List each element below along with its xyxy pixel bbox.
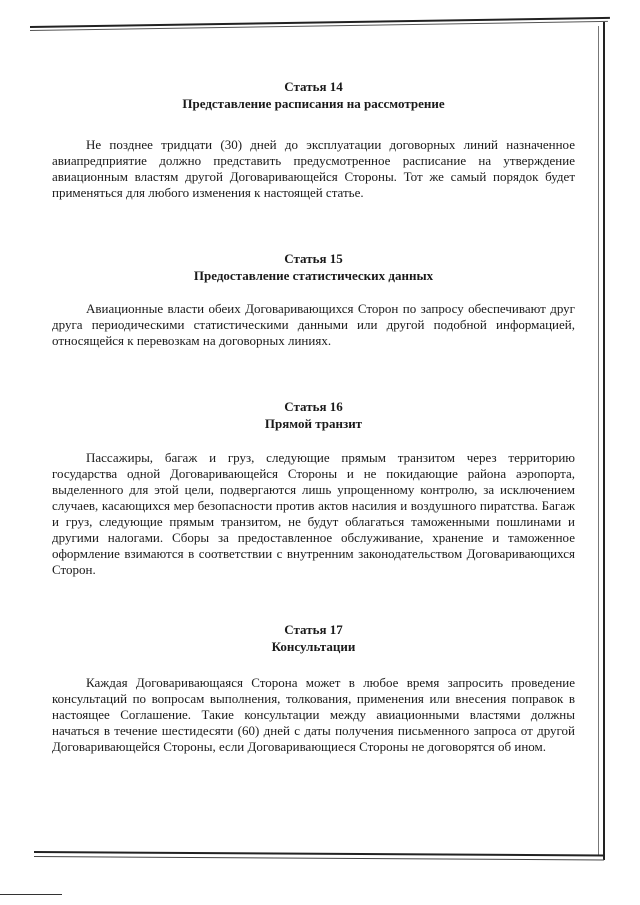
- article-number: Статья 15: [284, 251, 343, 266]
- scan-edge-mark: [0, 894, 62, 895]
- article-15: [52, 250, 575, 349]
- page-border-right: [603, 22, 605, 860]
- article-17: [52, 621, 575, 755]
- article-number: Статья 17: [284, 622, 343, 637]
- article-number: Статья 14: [284, 79, 343, 94]
- article-title: Консультации: [271, 639, 356, 654]
- page-border-right-inner: [598, 26, 599, 856]
- article-title: Прямой транзит: [264, 416, 363, 431]
- article-body: Пассажиры, багаж и груз, следующие прямым транзитом через территорию государства одной Договаривающейся Стороны и не покидающие района аэропорта, выделенного для этой цели, подвергаются лишь упрощенному контролю, за исключением случаев, касающихся мер безопасности против актов насилия и воздушного пиратства. Багаж и груз, следующие прямым транзитом, не будут облагаться таможенными пошлинами и другими налогами. Сборы за предоставленное обслуживание, хранение и таможенное оформление взимаются в соответствии с внутренним законодательством Договаривающихся Сторон.: [52, 450, 575, 577]
- article-body: Авиационные власти обеих Договаривающихся Сторон по запросу обеспечивают друг друга периодическими статистическими данными или другой подобной информацией, относящейся к перевозкам на договорных линиях.: [52, 301, 575, 348]
- article-title: Представление расписания на рассмотрение: [182, 96, 445, 111]
- article-number: Статья 16: [284, 399, 343, 414]
- article-body: Не позднее тридцати (30) дней до эксплуатации договорных линий назначенное авиапредприятие должно представить предусмотренное расписание на утверждение авиационным властям другой Договаривающейся Стороны. Тот же самый порядок будет применяться для любого изменения к настоящей статье.: [52, 137, 575, 200]
- page-border-bottom-inner: [34, 856, 604, 860]
- article-14: [52, 78, 575, 201]
- article-16: [52, 398, 575, 578]
- article-body: Каждая Договаривающаяся Сторона может в любое время запросить проведение консультаций по вопросам выполнения, толкования, применения или внесения поправок в настоящее Соглашение. Такие консультации между авиационными властями должны начаться в течение шестидесяти (60) дней с даты получения письменного запроса от другой Договаривающейся Стороны, если Договаривающиеся Стороны не договорятся об ином.: [52, 675, 575, 754]
- article-title: Предоставление статистических данных: [193, 268, 434, 283]
